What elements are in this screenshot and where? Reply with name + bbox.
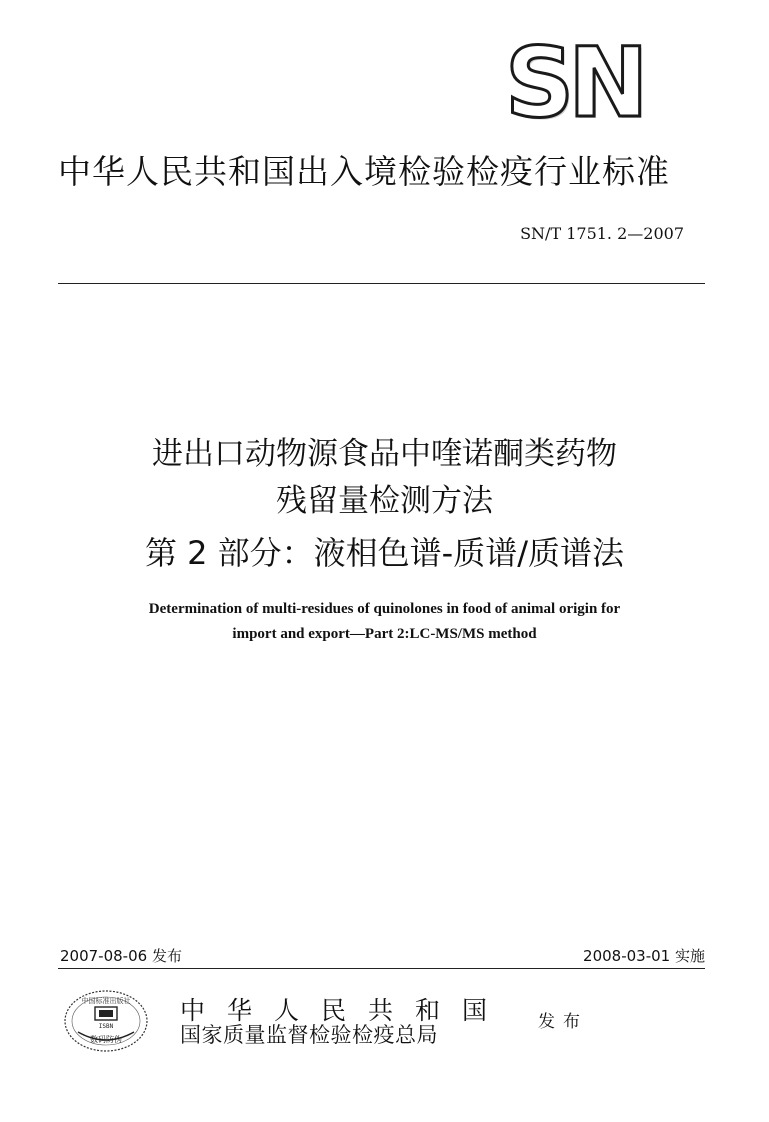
sn-logo-text: SN (505, 27, 643, 139)
english-title-line-1: Determination of multi-residues of quinolones in food of animal origin for (148, 601, 621, 617)
svg-text:数码防伪: 数码防伪 (90, 1035, 122, 1044)
sn-logo (505, 27, 660, 139)
document-title-line-1: 进出口动物源食品中喹诺酮类药物 (152, 436, 617, 472)
issue-date: 2007-08-06 发布 (60, 947, 182, 965)
svg-text:中国标准出版社: 中国标准出版社 (81, 997, 131, 1005)
anti-counterfeit-seal-icon (62, 988, 150, 1054)
standard-number: SN/T 1751. 2—2007 (520, 224, 684, 243)
issuer-agency: 国家质量监督检验检疫总局 (180, 1023, 438, 1047)
english-title-line-2: import and export—Part 2:LC-MS/MS method (232, 626, 537, 642)
document-title-line-2: 残留量检测方法 (276, 483, 493, 519)
implementation-date: 2008-03-01 实施 (583, 947, 705, 965)
header-divider (58, 283, 705, 284)
document-title-line-3: 第 2 部分：液相色谱-质谱/质谱法 (144, 534, 625, 572)
issuer-country: 中华人民共和国 (180, 996, 510, 1025)
publish-label: 发布 (538, 1012, 588, 1032)
svg-text:ISBN: ISBN (98, 1023, 114, 1030)
standard-category: 中华人民共和国出入境检验检疫行业标准 (58, 152, 670, 191)
footer-divider (58, 968, 705, 969)
